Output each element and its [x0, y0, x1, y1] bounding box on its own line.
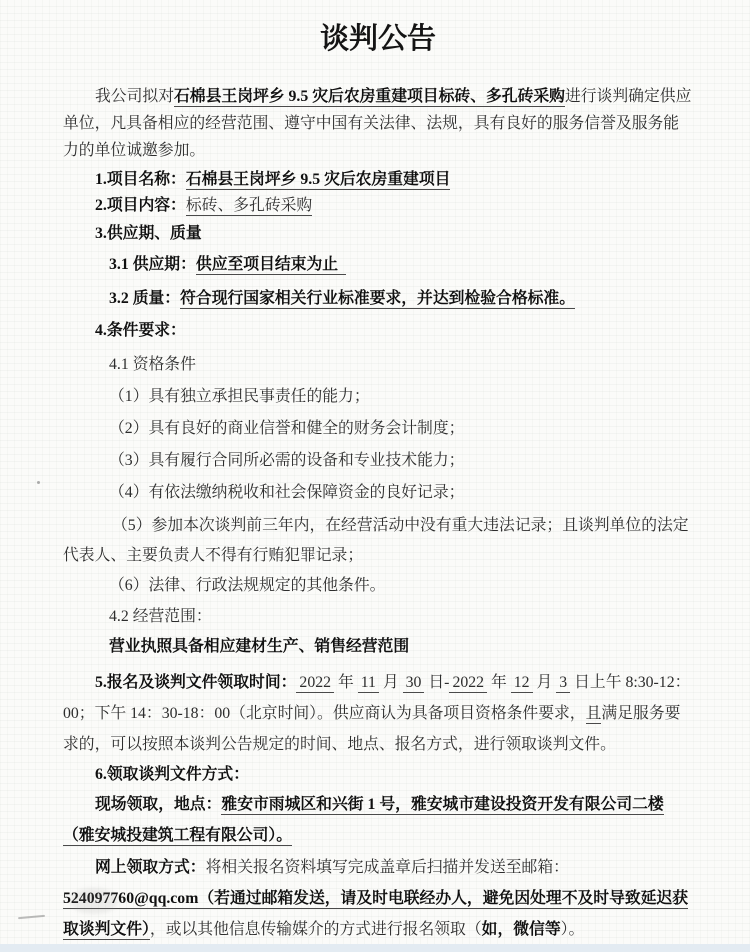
month-unit-2: 月	[532, 674, 557, 691]
wechat-highlight: 如，微信等	[481, 921, 561, 938]
business-scope-heading: 4.2 经营范围：	[109, 608, 212, 625]
end-year: 2022	[449, 674, 487, 693]
online-pickup-text-2: ，或以其他信息传输媒介的方式进行报名领取（	[149, 921, 482, 938]
end-day: 3	[556, 674, 570, 693]
scan-artifact-smudge	[70, 888, 118, 914]
item-supply-quality-label: 3.供应期、质量	[95, 225, 202, 242]
obtain-method-heading	[63, 762, 693, 788]
item-supply-quality-heading	[63, 221, 693, 247]
onsite-pickup-paragraph	[63, 789, 693, 851]
onsite-pickup-address: 雅安市雨城区和兴街 1 号，雅安城市建设投资开发有限公司二楼（雅安城投建筑工程有限公司）。	[63, 796, 664, 844]
item-quality-label: 3.2 质量：	[109, 290, 181, 307]
condition-3: （3）具有履行合同所必需的设备和专业技术能力；	[109, 452, 465, 469]
email-warning-note: （若通过邮箱发送，请及时电联经办人，避免因处理不及时导致延迟获取谈判文件）	[63, 890, 689, 938]
qualification-heading: 4.1 资格条件	[109, 356, 196, 373]
online-pickup-label: 网上领取方式：	[95, 859, 206, 876]
item-project-name	[63, 167, 693, 193]
online-pickup-text-3: ）。	[560, 921, 585, 938]
intro-project-name: 石棉县王岗坪乡 9.5 灾后农房重建项目标砖、多孔砖采购	[174, 88, 565, 105]
item-project-content-label: 2.项目内容：	[95, 197, 186, 214]
item-supply-period	[109, 251, 693, 279]
condition-2: （2）具有良好的商业信誉和健全的财务会计制度；	[109, 420, 465, 437]
item-requirements-heading	[63, 318, 693, 344]
day-dash: 日-	[424, 674, 450, 691]
item-project-name-label: 1.项目名称：	[95, 171, 186, 188]
month-unit: 月	[378, 674, 403, 691]
year-unit: 年	[334, 674, 358, 691]
item-project-content	[63, 193, 693, 219]
registration-time-text-2: 满足服务要求的，可以按照本谈判公告规定的时间、地点、报名方式，进行领取谈判文件。	[63, 705, 681, 753]
item-supply-period-value: 供应至项目结束为止	[196, 256, 346, 275]
scan-artifact-squiggle	[18, 915, 45, 919]
item-supply-period-label: 3.1 供应期：	[109, 256, 196, 273]
page-title: 谈判公告	[319, 23, 436, 55]
scan-artifact-dot	[37, 481, 40, 484]
item-quality-value: 符合现行国家相关行业标准要求，并达到检验合格标准。	[180, 290, 576, 307]
item-project-name-value: 石棉县王岗坪乡 9.5 灾后农房重建项目	[185, 171, 451, 188]
obtain-method-label: 6.领取谈判文件方式：	[95, 766, 250, 783]
year-unit-2: 年	[487, 674, 511, 691]
start-month: 11	[358, 674, 379, 693]
registration-time-paragraph	[63, 667, 693, 760]
business-scope-value	[109, 634, 693, 660]
qie-underlined: 且	[585, 705, 602, 722]
business-scope-text: 营业执照具备相应建材生产、销售经营范围	[109, 638, 410, 655]
item-project-content-value: 标砖、多孔砖采购	[185, 197, 313, 214]
start-day: 30	[403, 674, 425, 693]
intro-paragraph	[63, 83, 693, 164]
condition-4: （4）有依法缴纳税收和社会保障资金的良好记录；	[109, 484, 465, 501]
scan-bottom-band	[0, 944, 750, 952]
condition-5: （5）参加本次谈判前三年内，在经营活动中没有重大违法记录；且谈判单位的法定代表人、主要负责人不得有行贿犯罪记录；	[63, 517, 689, 564]
item-quality	[109, 285, 693, 313]
online-pickup-paragraph	[63, 852, 693, 945]
onsite-pickup-label: 现场领取，地点：	[95, 796, 222, 813]
online-pickup-text: 将相关报名资料填写完成盖章后扫描并发送至邮箱：	[205, 859, 569, 876]
start-year: 2022	[296, 674, 334, 693]
intro-text-pre: 我公司拟对	[95, 88, 174, 105]
contact-email: 524097760@qq.com	[63, 890, 199, 907]
intro-text-post: 进行谈判确定供应单位，凡具备相应的经营范围、遵守中国有关法律、法规，具有良好的服务信誉及服务能力的单位诚邀参加。	[63, 88, 692, 159]
end-month: 12	[511, 674, 533, 693]
registration-time-text: 日上午 8:30-12：00；下午 14：30-18：00（北京时间）。供应商认为具备项目资格条件要求，	[63, 674, 691, 722]
registration-time-label: 5.报名及谈判文件领取时间：	[95, 674, 297, 691]
condition-6: （6）法律、行政法规规定的其他条件。	[109, 577, 386, 594]
item-requirements-label: 4.条件要求：	[95, 322, 186, 339]
condition-1: （1）具有独立承担民事责任的能力；	[109, 388, 370, 405]
